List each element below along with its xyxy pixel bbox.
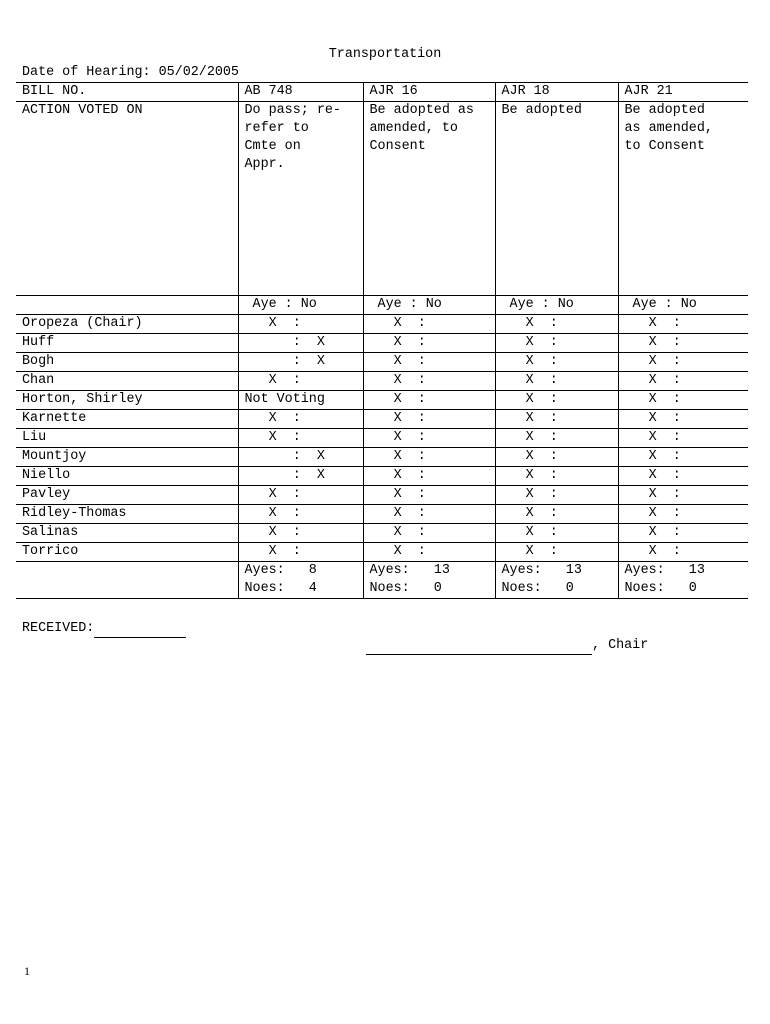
- member-name: Mountjoy: [16, 448, 238, 467]
- aye-no-header-row: [16, 296, 748, 315]
- member-vote: X :: [238, 372, 363, 391]
- vote-totals: [495, 562, 618, 599]
- bill-number: AJR 16: [363, 83, 495, 102]
- bill-number: AB 748: [238, 83, 363, 102]
- noes-total: Noes: 0: [369, 581, 442, 596]
- member-vote: X :: [495, 353, 618, 372]
- bill-row-label: BILL NO.: [16, 83, 238, 102]
- action-text: Do pass; re- refer to Cmte on Appr.: [238, 102, 363, 296]
- chair-signature: [366, 637, 648, 655]
- member-name: Chan: [16, 372, 238, 391]
- chair-label: , Chair: [592, 638, 649, 653]
- member-vote: X :: [238, 543, 363, 562]
- member-vote: X :: [495, 543, 618, 562]
- member-vote: X :: [618, 353, 748, 372]
- member-row: [16, 410, 748, 429]
- member-name: Pavley: [16, 486, 238, 505]
- member-vote: X :: [495, 486, 618, 505]
- member-vote: X :: [618, 467, 748, 486]
- noes-total: Noes: 0: [624, 581, 697, 596]
- member-vote: X :: [238, 429, 363, 448]
- member-vote: X :: [618, 334, 748, 353]
- member-row: [16, 505, 748, 524]
- member-vote: X :: [363, 467, 495, 486]
- member-name: Salinas: [16, 524, 238, 543]
- member-vote: X :: [238, 486, 363, 505]
- member-row: [16, 372, 748, 391]
- member-vote: X :: [363, 410, 495, 429]
- aye-no-header: Aye : No: [363, 296, 495, 315]
- received-label: RECEIVED:: [22, 621, 95, 636]
- member-vote: X :: [363, 315, 495, 334]
- action-text: Be adopted: [495, 102, 618, 296]
- vote-table: [16, 82, 748, 599]
- member-vote: : X: [238, 467, 363, 486]
- member-vote: X :: [618, 486, 748, 505]
- member-vote: X :: [618, 448, 748, 467]
- member-vote: X :: [618, 315, 748, 334]
- member-vote: X :: [495, 410, 618, 429]
- member-row: [16, 524, 748, 543]
- member-name: Bogh: [16, 353, 238, 372]
- member-vote: X :: [618, 429, 748, 448]
- ayes-total: Ayes: 13: [624, 563, 705, 578]
- ayes-total: Ayes: 13: [501, 563, 582, 578]
- member-row: [16, 353, 748, 372]
- received-signature-line: [94, 623, 186, 638]
- vote-totals: [363, 562, 495, 599]
- member-row: [16, 391, 748, 410]
- member-vote: X :: [495, 315, 618, 334]
- member-vote: X :: [618, 543, 748, 562]
- member-row: [16, 448, 748, 467]
- noes-total: Noes: 4: [244, 581, 317, 596]
- member-vote: Not Voting: [238, 391, 363, 410]
- aye-no-header: Aye : No: [618, 296, 748, 315]
- noes-total: Noes: 0: [501, 581, 574, 596]
- member-vote: X :: [363, 353, 495, 372]
- member-vote: : X: [238, 334, 363, 353]
- member-name: Liu: [16, 429, 238, 448]
- member-vote: X :: [495, 467, 618, 486]
- member-name: Torrico: [16, 543, 238, 562]
- ayes-total: Ayes: 13: [369, 563, 450, 578]
- member-vote: X :: [363, 429, 495, 448]
- page-number: 1: [24, 964, 30, 978]
- member-row: [16, 467, 748, 486]
- member-rows: [16, 315, 748, 562]
- member-vote: X :: [495, 429, 618, 448]
- member-vote: X :: [238, 315, 363, 334]
- member-name: Huff: [16, 334, 238, 353]
- member-vote: X :: [238, 505, 363, 524]
- member-name: Niello: [16, 467, 238, 486]
- chair-signature-line: [366, 640, 592, 655]
- action-row-label: ACTION VOTED ON: [22, 103, 143, 118]
- member-vote: : X: [238, 353, 363, 372]
- totals-row: [16, 562, 748, 599]
- member-vote: X :: [363, 372, 495, 391]
- member-vote: X :: [238, 410, 363, 429]
- member-vote: X :: [363, 334, 495, 353]
- member-name: Oropeza (Chair): [16, 315, 238, 334]
- member-name: Horton, Shirley: [16, 391, 238, 410]
- action-text: Be adopted as amended, to Consent: [618, 102, 748, 296]
- member-vote: X :: [363, 524, 495, 543]
- member-vote: X :: [238, 524, 363, 543]
- member-row: [16, 429, 748, 448]
- committee-title: Transportation: [328, 47, 442, 62]
- member-vote: X :: [363, 448, 495, 467]
- member-row: [16, 315, 748, 334]
- member-vote: X :: [363, 391, 495, 410]
- member-row: [16, 334, 748, 353]
- member-vote: X :: [495, 391, 618, 410]
- member-vote: X :: [618, 410, 748, 429]
- member-vote: X :: [618, 372, 748, 391]
- member-vote: X :: [495, 524, 618, 543]
- member-vote: X :: [495, 505, 618, 524]
- member-vote: X :: [618, 524, 748, 543]
- member-vote: X :: [618, 391, 748, 410]
- hearing-date: Date of Hearing: 05/02/2005: [22, 65, 239, 80]
- member-row: [16, 543, 748, 562]
- received-field: [22, 620, 186, 638]
- member-row: [16, 486, 748, 505]
- member-vote: X :: [363, 505, 495, 524]
- action-text: Be adopted as amended, to Consent: [363, 102, 495, 296]
- member-vote: X :: [363, 486, 495, 505]
- bill-number: AJR 18: [495, 83, 618, 102]
- member-name: Karnette: [16, 410, 238, 429]
- aye-no-header: Aye : No: [238, 296, 363, 315]
- member-vote: X :: [495, 334, 618, 353]
- aye-no-header: Aye : No: [495, 296, 618, 315]
- member-vote: X :: [363, 543, 495, 562]
- action-row: [16, 102, 748, 296]
- bill-number-row: [16, 83, 748, 102]
- ayes-total: Ayes: 8: [244, 563, 317, 578]
- member-vote: : X: [238, 448, 363, 467]
- bill-number: AJR 21: [618, 83, 748, 102]
- vote-totals: [618, 562, 748, 599]
- member-vote: X :: [495, 372, 618, 391]
- member-name: Ridley-Thomas: [16, 505, 238, 524]
- vote-totals: [238, 562, 363, 599]
- member-vote: X :: [495, 448, 618, 467]
- member-vote: X :: [618, 505, 748, 524]
